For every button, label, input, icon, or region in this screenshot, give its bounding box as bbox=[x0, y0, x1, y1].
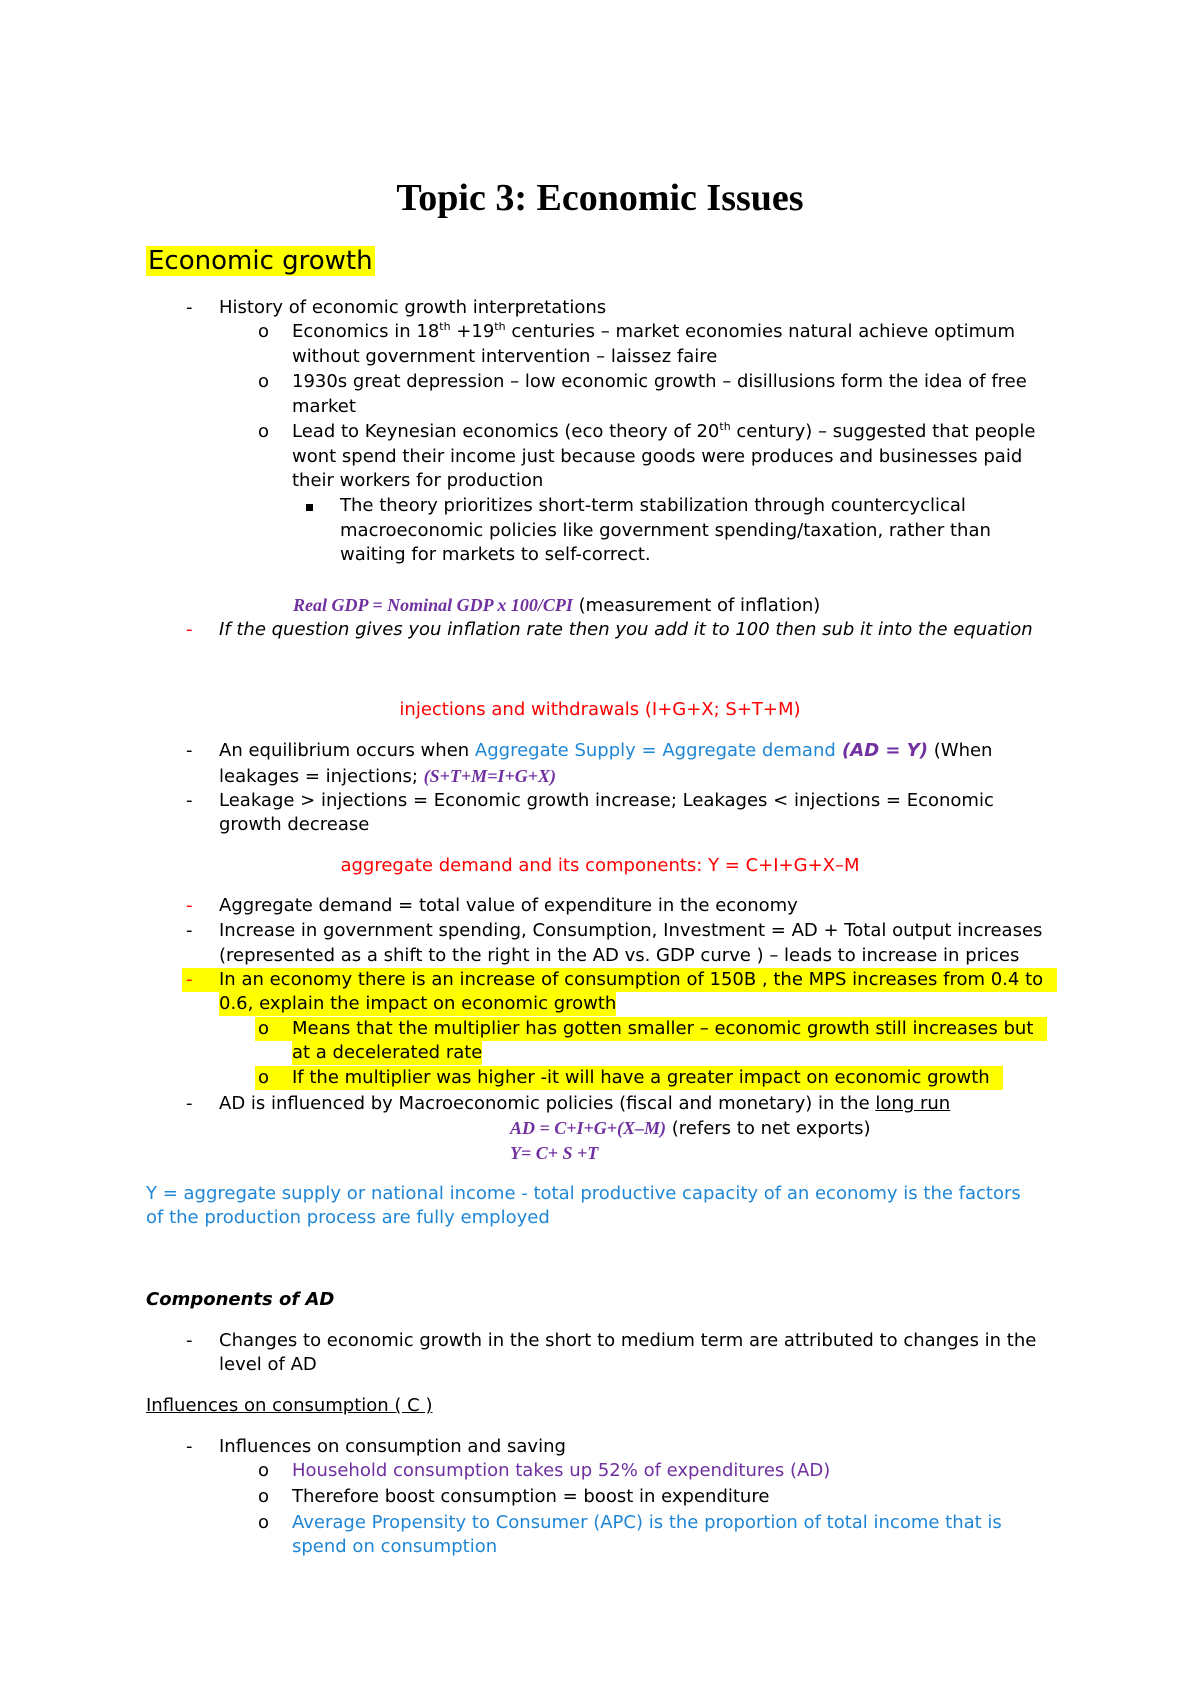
bullet-o: o bbox=[258, 371, 270, 392]
consumption-heading: Influences on consumption ( C ) bbox=[146, 1395, 433, 1416]
bullet-dash: - bbox=[186, 619, 193, 640]
inflation-tip: If the question gives you inflation rate then you add it to 100 then sub it into the equation bbox=[219, 619, 1033, 640]
history-title: History of economic growth interpretations bbox=[219, 297, 607, 318]
bullet-dash: - bbox=[186, 895, 193, 916]
bullet-dash: - bbox=[186, 297, 193, 318]
history-item-3-cont: their workers for production bbox=[292, 470, 544, 491]
bullet-o: o bbox=[258, 1018, 270, 1039]
ad-definition: Aggregate demand = total value of expenditure in the economy bbox=[219, 895, 798, 916]
bullet-dash: - bbox=[186, 1093, 193, 1114]
multiplier-higher: If the multiplier was higher -it will have a greater impact on economic growth bbox=[292, 1067, 990, 1088]
apc-definition-cont: spend on consumption bbox=[292, 1536, 498, 1557]
y-definition-cont: of the production process are fully employed bbox=[146, 1207, 550, 1228]
history-item-1: Economics in 18th +19th centuries – market economies natural achieve optimum bbox=[292, 320, 1016, 342]
components-heading: Components of AD bbox=[146, 1289, 335, 1310]
bullet-o: o bbox=[258, 1486, 270, 1507]
bullet-o: o bbox=[258, 421, 270, 442]
components-line: Changes to economic growth in the short to medium term are attributed to changes in the bbox=[219, 1330, 1037, 1351]
economic-growth-heading: Economic growth bbox=[148, 246, 373, 276]
consumption-saving: Influences on consumption and saving bbox=[219, 1436, 566, 1457]
household-consumption: Household consumption takes up 52% of expenditures (AD) bbox=[292, 1460, 831, 1481]
bullet-dash: - bbox=[186, 740, 193, 761]
bullet-dash: - bbox=[186, 920, 193, 941]
multiplier-smaller-cont: at a decelerated rate bbox=[292, 1042, 483, 1063]
history-item-1-cont: without government intervention – laissez faire bbox=[292, 346, 718, 367]
bullet-o: o bbox=[258, 321, 270, 342]
y-equation: Y= C+ S +T bbox=[510, 1143, 599, 1163]
bullet-o: o bbox=[258, 1512, 270, 1533]
history-item-3-cont: wont spend their income just because goods were produces and businesses paid bbox=[292, 446, 1023, 467]
ad-influence: AD is influenced by Macroeconomic policies (fiscal and monetary) in the long run bbox=[219, 1093, 951, 1114]
mps-question: In an economy there is an increase of consumption of 150B , the MPS increases from 0.4 to bbox=[219, 969, 1044, 990]
square-bullet-icon bbox=[306, 494, 313, 518]
section-heading bbox=[146, 244, 375, 278]
leakages-line: leakages = injections; (S+T+M=I+G+X) bbox=[219, 766, 556, 787]
bullet-dash: - bbox=[186, 1330, 193, 1351]
ad-increase-cont: (represented as a shift to the right in the AD vs. GDP curve ) – leads to increase in prices bbox=[219, 945, 1020, 966]
equilibrium-line: An equilibrium occurs when Aggregate Supply = Aggregate demand (AD = Y) (When bbox=[219, 740, 993, 761]
bullet-o: o bbox=[258, 1067, 270, 1088]
components-line-cont: level of AD bbox=[219, 1354, 317, 1375]
injections-heading: injections and withdrawals (I+G+X; S+T+M) bbox=[399, 699, 801, 720]
aggregate-demand-heading: aggregate demand and its components: Y = C+I+G+X–M bbox=[340, 855, 860, 876]
ad-increase: Increase in government spending, Consumption, Investment = AD + Total output increases bbox=[219, 920, 1043, 941]
history-item-2: 1930s great depression – low economic growth – disillusions form the idea of free bbox=[292, 371, 1027, 392]
bullet-o: o bbox=[258, 1460, 270, 1481]
y-definition: Y = aggregate supply or national income - total productive capacity of an economy is the factors bbox=[146, 1183, 1021, 1204]
history-item-3: Lead to Keynesian economics (eco theory of 20th century) – suggested that people bbox=[292, 420, 1036, 442]
apc-definition: Average Propensity to Consumer (APC) is the proportion of total income that is bbox=[292, 1512, 1002, 1533]
theory-line-1: The theory prioritizes short-term stabilization through countercyclical bbox=[340, 495, 966, 516]
theory-line-2: macroeconomic policies like government spending/taxation, rather than bbox=[340, 520, 991, 541]
boost-consumption: Therefore boost consumption = boost in expenditure bbox=[292, 1486, 770, 1507]
page-title: Topic 3: Economic Issues bbox=[396, 177, 804, 219]
bullet-dash: - bbox=[186, 790, 193, 811]
bullet-dash: - bbox=[186, 1436, 193, 1457]
leakage-comparison-cont: growth decrease bbox=[219, 814, 370, 835]
real-gdp-formula: Real GDP = Nominal GDP x 100/CPI bbox=[293, 595, 573, 615]
real-gdp-line: Real GDP = Nominal GDP x 100/CPI (measurement of inflation) bbox=[293, 595, 821, 616]
history-item-2-cont: market bbox=[292, 396, 356, 417]
theory-line-3: waiting for markets to self-correct. bbox=[340, 544, 651, 565]
mps-question-cont: 0.6, explain the impact on economic growth bbox=[219, 993, 617, 1014]
bullet-dash: - bbox=[186, 969, 193, 990]
ad-equation: AD = C+I+G+(X–M) (refers to net exports) bbox=[510, 1118, 871, 1139]
multiplier-smaller: Means that the multiplier has gotten smaller – economic growth still increases but bbox=[292, 1018, 1034, 1039]
leakage-comparison: Leakage > injections = Economic growth increase; Leakages < injections = Economic bbox=[219, 790, 994, 811]
